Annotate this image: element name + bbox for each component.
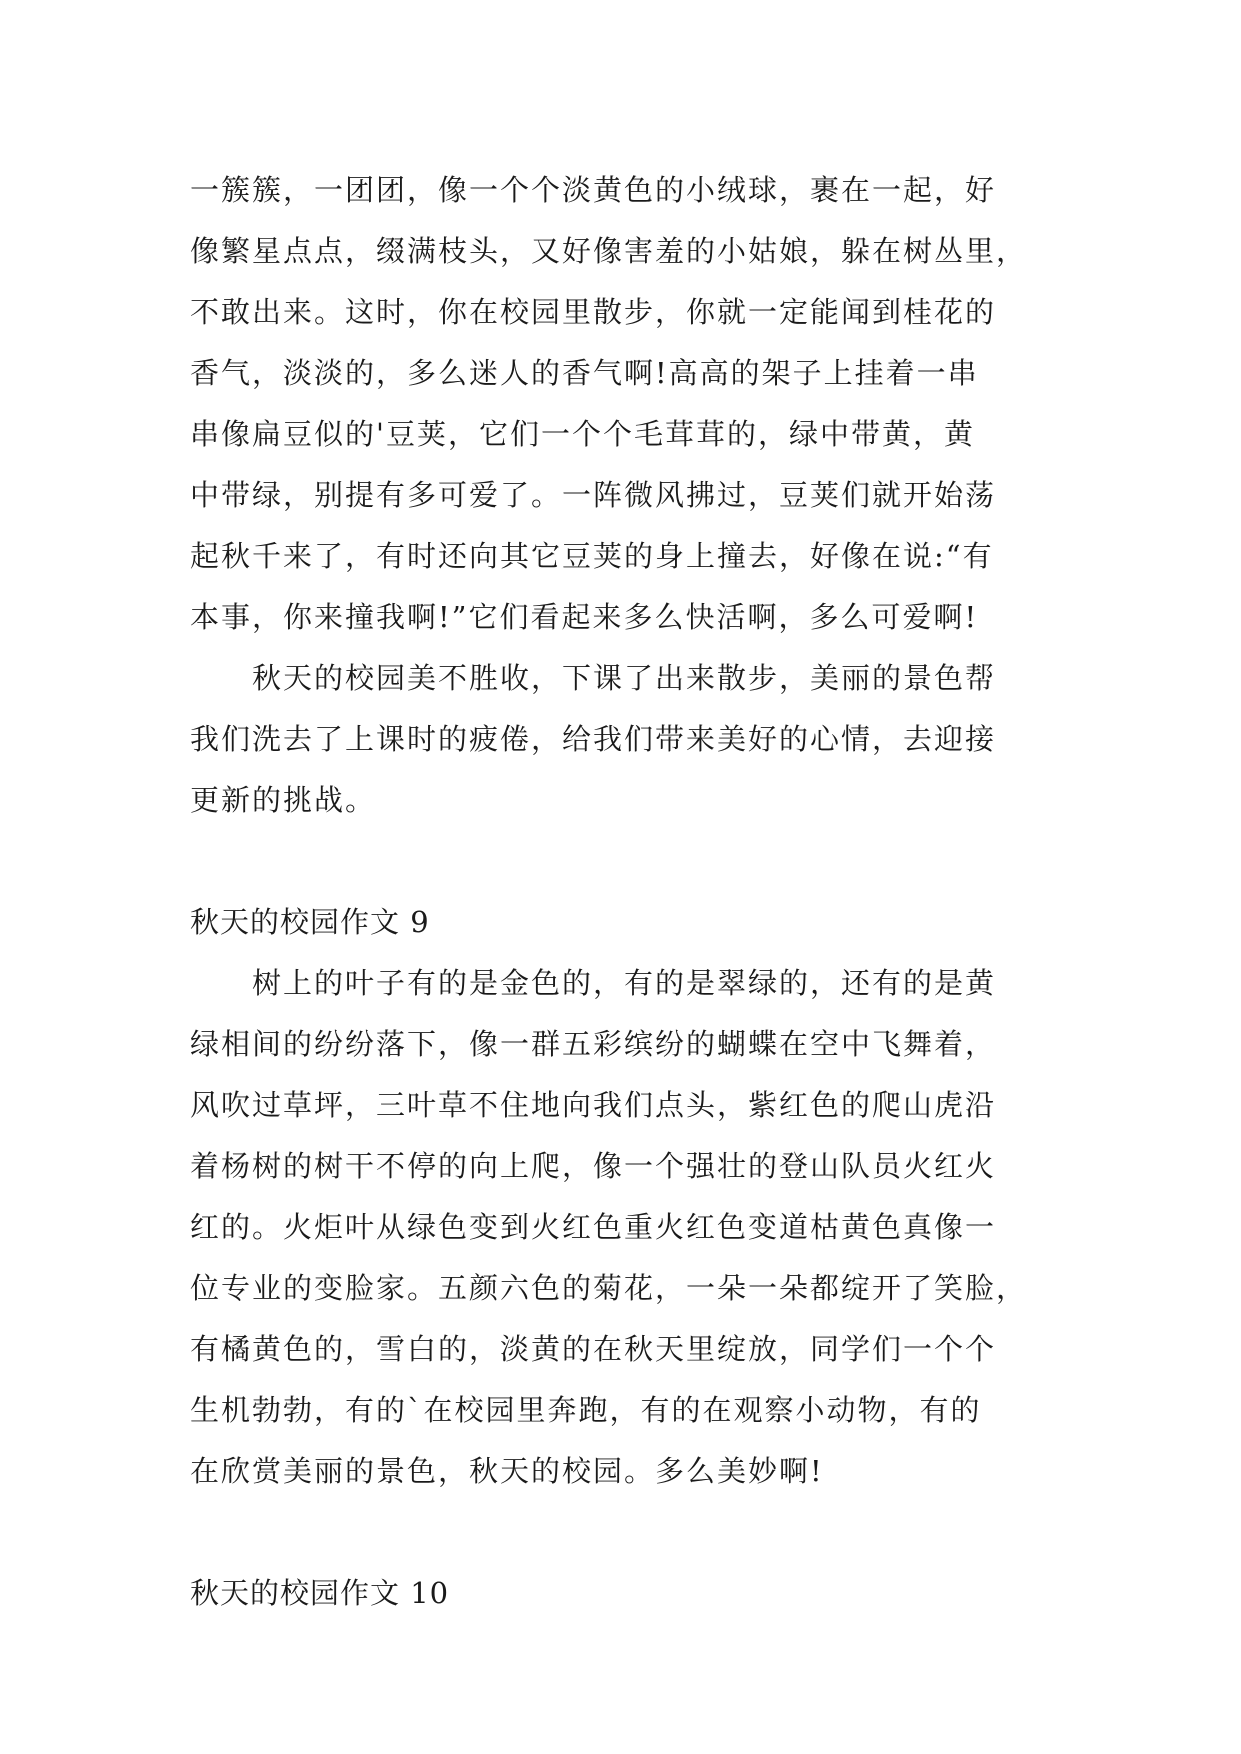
text-line: 树上的叶子有的是金色的，有的是翠绿的，还有的是黄 [190, 966, 997, 1000]
text-line: 有橘黄色的，雪白的，淡黄的在秋天里绽放，同学们一个个 [190, 1332, 997, 1366]
essay-body [190, 160, 1070, 1624]
text-line: 红的。火炬叶从绿色变到火红色重火红色变道枯黄色真像一 [190, 1210, 997, 1244]
paragraph-2 [190, 648, 1070, 831]
spacer [190, 831, 1070, 892]
text-line: 生机勃勃，有的`在校园里奔跑，有的在观察小动物，有的 [190, 1393, 982, 1427]
section-heading-9: 秋天的校园作文 9 [190, 905, 430, 939]
text-line: 秋天的校园美不胜收，下课了出来散步，美丽的景色帮 [190, 661, 997, 695]
text-line: 风吹过草坪，三叶草不住地向我们点头，紫红色的爬山虎沿 [190, 1088, 997, 1122]
text-line: 位专业的变脸家。五颜六色的菊花，一朵一朵都绽开了笑脸， [190, 1271, 1028, 1305]
section-heading-10: 秋天的校园作文 10 [190, 1576, 450, 1610]
text-line: 不敢出来。这时，你在校园里散步，你就一定能闻到桂花的 [190, 295, 997, 329]
text-line: 更新的挑战。 [190, 783, 377, 817]
text-line: 中带绿，别提有多可爱了。一阵微风拂过，豆荚们就开始荡 [190, 478, 997, 512]
text-line: 在欣赏美丽的景色，秋天的校园。多么美妙啊! [190, 1454, 824, 1488]
paragraph-3 [190, 953, 1070, 1502]
text-line: 一簇簇，一团团，像一个个淡黄色的小绒球，裹在一起，好 [190, 173, 997, 207]
paragraph-1 [190, 160, 1070, 648]
text-line: 串像扁豆似的'豆荚，它们一个个毛茸茸的，绿中带黄，黄 [190, 417, 975, 451]
text-line: 绿相间的纷纷落下，像一群五彩缤纷的蝴蝶在空中飞舞着， [190, 1027, 997, 1061]
text-line: 起秋千来了，有时还向其它豆荚的身上撞去，好像在说:“有 [190, 539, 994, 573]
text-line: 我们洗去了上课时的疲倦，给我们带来美好的心情，去迎接 [190, 722, 997, 756]
text-line: 着杨树的树干不停的向上爬，像一个强壮的登山队员火红火 [190, 1149, 997, 1183]
spacer [190, 1502, 1070, 1563]
text-line: 像繁星点点，缀满枝头，又好像害羞的小姑娘，躲在树丛里， [190, 234, 1028, 268]
text-line: 香气，淡淡的，多么迷人的香气啊!高高的架子上挂着一串 [190, 356, 979, 390]
text-line: 本事，你来撞我啊!”它们看起来多么快活啊，多么可爱啊! [190, 600, 979, 634]
